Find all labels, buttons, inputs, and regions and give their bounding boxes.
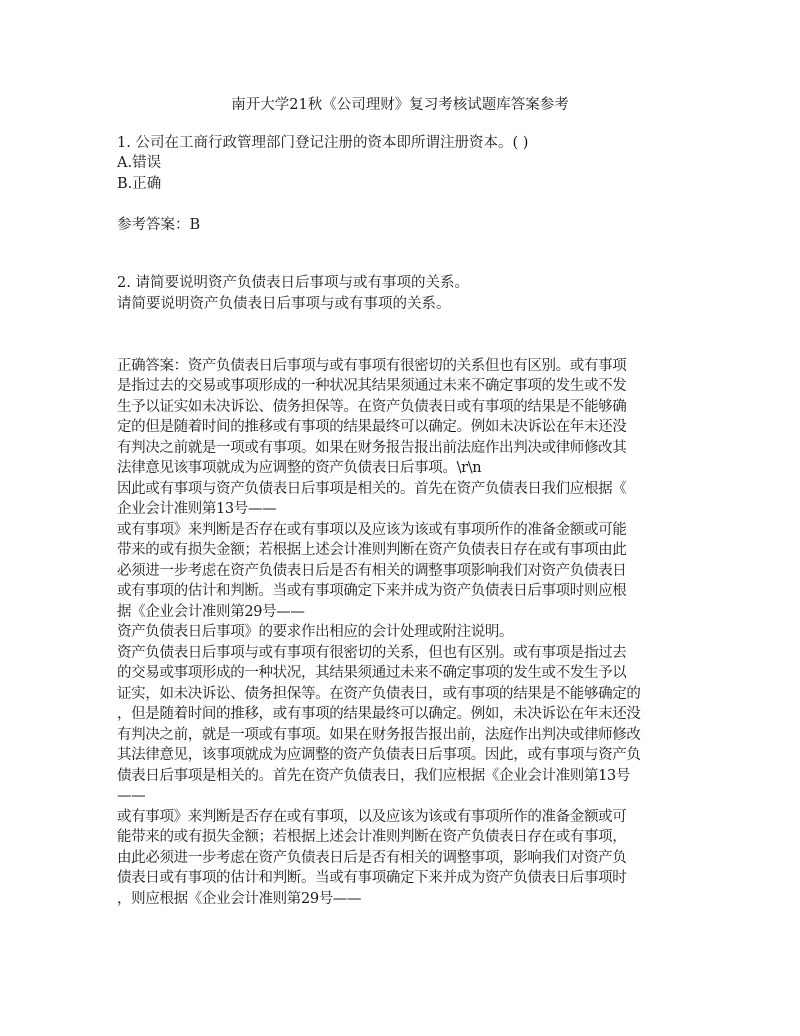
document-title: 南开大学21秋《公司理财》复习考核试题库答案参考 bbox=[231, 97, 569, 113]
question-1-option-b: B.正确 bbox=[117, 176, 162, 192]
answer-line: 的交易或事项形成的一种状况，其结果须通过未来不确定事项的发生或不发生予以 bbox=[117, 665, 627, 681]
answer-line: —— bbox=[117, 788, 146, 804]
answer-line: 或有事项》来判断是否存在或有事项，以及应该为该或有事项所作的准备金额或可 bbox=[117, 809, 627, 825]
answer-line: 法律意见该事项就成为应调整的资产负债表日后事项。\r\n bbox=[117, 460, 482, 476]
answer-line: 证实，如未决诉讼、债务担保等。在资产负债表日，或有事项的结果是不能够确定的 bbox=[117, 686, 641, 702]
answer-line: 定的但是随着时间的推移或有事项的结果最终可以确定。例如未决诉讼在年末还没 bbox=[117, 419, 627, 435]
answer-line: 债表日或有事项的估计和判断。当或有事项确定下来并成为资产负债表日后事项时 bbox=[117, 870, 627, 886]
answer-line: 或有事项的估计和判断。当或有事项确定下来并成为资产负债表日后事项时则应根 bbox=[117, 583, 627, 599]
answer-line: 企业会计准则第13号—— bbox=[117, 501, 277, 517]
question-1-option-a: A.错误 bbox=[117, 155, 162, 171]
answer-line: 有判决之前就是一项或有事项。如果在财务报告报出前法庭作出判决或律师修改其 bbox=[117, 440, 627, 456]
answer-line: 因此或有事项与资产负债表日后事项是相关的。首先在资产负债表日我们应根据《 bbox=[117, 481, 627, 497]
question-2-text: 2. 请简要说明资产负债表日后事项与或有事项的关系。 bbox=[117, 275, 469, 291]
answer-line: 有判决之前，就是一项或有事项。如果在财务报告报出前，法庭作出判决或律师修改 bbox=[117, 727, 641, 743]
answer-line: ，则应根据《企业会计准则第29号—— bbox=[117, 891, 362, 907]
question-2-prompt: 请简要说明资产负债表日后事项与或有事项的关系。 bbox=[117, 296, 451, 312]
answer-line: 据《企业会计准则第29号—— bbox=[117, 604, 305, 620]
answer-line: 正确答案：资产负债表日后事项与或有事项有很密切的关系但也有区别。或有事项 bbox=[117, 358, 627, 374]
question-1-text: 1. 公司在工商行政管理部门登记注册的资本即所谓注册资本。( ) bbox=[117, 135, 529, 151]
answer-line: 资产负债表日后事项》的要求作出相应的会计处理或附注说明。 bbox=[117, 624, 514, 640]
answer-line: 是指过去的交易或事项形成的一种状况其结果须通过未来不确定事项的发生或不发 bbox=[117, 378, 627, 394]
answer-line: 债表日后事项是相关的。首先在资产负债表日，我们应根据《企业会计准则第13号 bbox=[117, 768, 630, 784]
answer-line: 其法律意见，该事项就成为应调整的资产负债表日后事项。因此，或有事项与资产负 bbox=[117, 747, 641, 763]
answer-line: 必须进一步考虑在资产负债表日后是否有相关的调整事项影响我们对资产负债表日 bbox=[117, 563, 627, 579]
answer-line: 能带来的或有损失金额；若根据上述会计准则判断在资产负债表日存在或有事项， bbox=[117, 829, 627, 845]
answer-line: 或有事项》来判断是否存在或有事项以及应该为该或有事项所作的准备金额或可能 bbox=[117, 522, 627, 538]
question-1-answer: 参考答案：B bbox=[117, 217, 201, 233]
answer-line: 生予以证实如未决诉讼、债务担保等。在资产负债表日或有事项的结果是不能够确 bbox=[117, 399, 627, 415]
answer-line: 由此必须进一步考虑在资产负债表日后是否有相关的调整事项，影响我们对资产负 bbox=[117, 850, 627, 866]
answer-line: 带来的或有损失金额；若根据上述会计准则判断在资产负债表日存在或有事项由此 bbox=[117, 542, 627, 558]
answer-line: 资产负债表日后事项与或有事项有很密切的关系，但也有区别。或有事项是指过去 bbox=[117, 645, 627, 661]
answer-line: ，但是随着时间的推移，或有事项的结果最终可以确定。例如，未决诉讼在年末还没 bbox=[117, 706, 641, 722]
